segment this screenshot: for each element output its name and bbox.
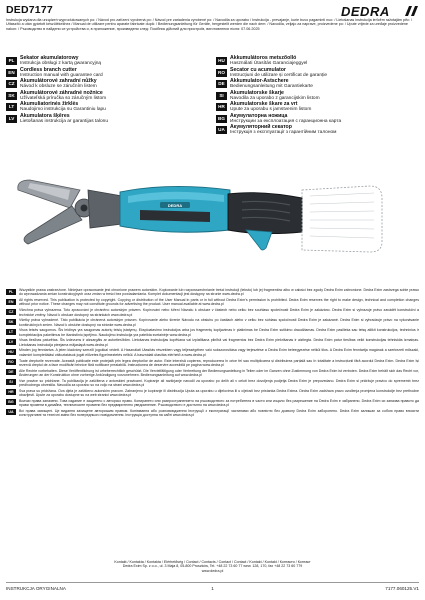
contact-info [6, 560, 419, 573]
paragraph-lv [6, 338, 419, 347]
paragraph-text: Sva prava su pridržana. Ova djela je zaštićeno autorskim pravom. Zabranjeno je kopiranje ili distribucija Uputa za uporabu u dijelovima ili u cijelosti bez pristanka Dedra Exima. Dedra Exim zadržava pravo uvođenja promjena konstrukcije bez prethodne obavijesti. Upute za uporabu dostupne su na web stranici www.dedra.pl [19, 388, 419, 398]
language-subtitle: Navodila za uporabo z garancijskim listom [230, 95, 320, 101]
language-title: Akumulátorové záhradné nožnice [20, 89, 103, 96]
language-column-right [216, 56, 421, 137]
language-title: Cordless branch cutter [20, 66, 77, 73]
paragraph-language-code: PL [6, 289, 16, 295]
document-footer [6, 560, 419, 591]
language-title: Акумуляторний секатор [230, 124, 292, 130]
language-entry-hr [216, 102, 421, 114]
language-code-badge: LT [6, 103, 17, 111]
svg-text:DEDRA: DEDRA [167, 203, 183, 208]
language-code-badge: HR [216, 103, 227, 111]
contact-line-1: Kontakt / Kontakta / Kontakta / Elérhetőség / Contact / Contacts / Contact / Contact / Kontakt / Kontakt / Контакти / Контакт [114, 560, 311, 564]
paragraph-text: All rights reserved. This publication is protected by copyright. Copying or distribution of the User Manual in parts or in full without Dedra Exim's permission is prohibited. Dedra Exim reserves the right to make design, technical and completion changes without prior notice. These changes may not constitute grounds for advertising the product. User manual available at www.dedra.pl [19, 298, 419, 307]
paragraph-text: Vse pravice so pridržane. Ta publikacija je zaščitena z avtorskimi pravicami. Kopiranje ali razširjanje navodil za uporabo po delih ali v celoti brez dovoljenja podjetja Dedra Exim je prepovedano. Dedra Exim si pridržuje pravico do sprememb brez predhodnega obvestila. Navodila za uporabo so na voljo na strani www.dedra.pl [19, 378, 419, 388]
language-subtitle: Інструкція з експлуатації з гарантійним талоном [230, 130, 337, 136]
language-subtitle: Lietošanas instrukcija ar garantijas talonu [20, 118, 108, 124]
battery-outline [302, 186, 382, 252]
paragraph-hr [6, 389, 419, 398]
language-subtitle: Инструкции за експлоатация с гаранционна карта [230, 118, 342, 124]
paragraph-language-code: RO [6, 359, 16, 365]
language-entry-de [216, 79, 421, 91]
original-manual-label: INSTRUKCJA ORYGINALNA [6, 586, 66, 591]
product-image-branch-cutter [10, 150, 415, 285]
paragraph-text: Toate drepturile rezervate. Această publicație este protejată prin legea drepturilor de autor. Este interzisă copierea, reproducerea în orice fel sau multiplicarea și distribuirea parțială sau în totalitate a instrucțiunii fără acordul Dedra Exim. Dedra Exim își rezervă dreptul de a face modificări tehnice fără notificare prealabilă. Instrucțiunea de deservire accesibilă pe pagina www.dedra.pl [19, 358, 419, 367]
paragraph-si [6, 379, 419, 388]
language-code-badge: CZ [6, 80, 17, 88]
language-subtitle: Upute za uporabu s jamstvenim listom [230, 107, 312, 113]
language-subtitle: Instruction manual with guarantee card [20, 72, 103, 78]
language-subtitle: Használati Útasítás Garanciajeggyel [230, 61, 308, 67]
language-code-badge: HU [216, 57, 227, 65]
paragraph-lt [6, 328, 419, 337]
paragraph-text: Všetky práva vyhradené. Táto publikácia je chránená autorským právom. Kopírovanie alebo šírenie Návodu na obsluhu po častiach alebo v celku bez súhlasu spoločnosti Dedra Exim je zakázané. Dedra Exim si vyhradzuje právo na vykonávanie konštrukčných zmien. Návod k obsluhe dostupný na stránke www.dedra.pl [19, 318, 419, 327]
language-title: Secator cu acumulator [230, 66, 286, 73]
paragraph-language-code: EN [6, 299, 16, 305]
footer-divider [6, 582, 419, 583]
motor-body [120, 186, 230, 232]
logo-slash-icon [403, 6, 419, 16]
language-subtitle: Naudojimo instrukcija su Garantiniu lapu [20, 107, 106, 113]
brand-name: DEDRA [341, 4, 390, 19]
paragraph-language-code: UA [6, 409, 16, 415]
language-title: Sekator akumulatorowy [20, 55, 79, 61]
paragraph-language-code: SK [6, 319, 16, 325]
language-code-badge: DE [216, 80, 227, 88]
paragraph-ro [6, 359, 419, 368]
language-column-left [6, 56, 211, 125]
language-code-badge: EN [6, 69, 17, 77]
paragraph-text: Wszystkie prawa zastrzeżone. Niniejsze opracowanie jest chronione prawem autorskim. Kopiowanie lub rozpowszechnianie treści instrukcji (tekstu) lub jej fragmentów albo w całości bez zgody Dedra Exim zabronione. Dedra Exim zastrzega sobie prawo do wprowadzania zmian konstrukcyjnych oraz zmian w treści bez powiadamiania. Komplet dokumentacji jest dostępny na stronie www.dedra.pl [19, 288, 419, 297]
paragraph-text: Visas tiesības paturētas. Šis izdevums ir aizsargāts ar autortiesībām. Lietošanas instrukcijas kopēšana vai izplatīšana pilnībā vai fragmentos bez Dedra Exim piekrišanas ir aizliegta. Dedra Exim patur tiesības veikt konstrukcijas tehniskās izmaiņas. Lietošanas instrukcija pieejama mājaslapā www.dedra.pl [19, 338, 419, 347]
paragraph-language-code: DE [6, 369, 16, 375]
paragraph-text: Alle Rechte vorbehalten. Diese Veröffentlichung ist urheberrechtlich geschützt. Die Vervielfältigung oder Verbreitung der Bedienungsanleitung in Teilen oder im Ganzen ohne Zustimmung von Dedra Exim ist verboten. Dedra Exim behält sich das Recht vor, Änderungen an der Konstruktion ohne vorherige Ankündigung vorzunehmen. Bedienungsanleitung auf www.dedra.pl [19, 368, 419, 377]
paragraph-ua [6, 409, 419, 418]
paragraph-language-code: SI [6, 379, 16, 385]
contact-website: www.dedra.pl [201, 568, 224, 573]
language-code-badge: SK [6, 92, 17, 100]
language-title: Akumulatorske škarje [230, 89, 284, 96]
language-title: Akumuliatorinės žirklės [20, 101, 79, 107]
language-title: Akumulátorové zahradní nůžky [20, 78, 97, 84]
paragraph-language-code: BG [6, 399, 16, 405]
language-code-badge: RO [216, 69, 227, 77]
language-entry-hu [216, 56, 421, 68]
intro-text: Instrukcja wydana dla urządzeń wyprodukowanych po: / Návod pro zařízení vyrobená po: / Návod pre zariadenia vyrobené po: / Navodila za uporabo / Instrukcija - prevajanje, kurie buvo pagaminti nuo: / Lietošanas instrukcija ierīcēm ražotajām pēc: / Uttaszító a után gyártott készülékekhez / Manual de utilizare pentru aparate fabricate după: / Bedienungsanleitung für Geräte, hergestellt werden die nach dem: / Navodila, veljajo za naprave, proizvedene po: / Upute vrijede za uređaje proizvedene nakon: / Ръководство в найдени се устройства и, в приложение, произведени след: Посібник дійсний для пристроїв, виготовлених після: 07.06.2025 [6, 18, 413, 31]
upper-blade [18, 180, 80, 208]
language-code-badge: SI [216, 92, 227, 100]
language-code-badge: UA [216, 126, 227, 134]
paragraph-pl [6, 288, 419, 297]
language-index [6, 56, 419, 150]
paragraph-language-code: HU [6, 349, 16, 355]
language-code-badge: LV [6, 115, 17, 123]
paragraph-bg [6, 399, 419, 408]
paragraph-text: Всички права запазени. Това издание е защитено с авторско право. Копирането или разпространението на ръководството за потребителя в части или изцяло без разрешение на Dedra Exim е забранено. Dedra Exim си запазва правото да прави промени в дизайна, техническите промени без предварително уведомление. Ръководството е достъпно на www.dedra.pl [19, 398, 419, 408]
paragraph-language-code: LV [6, 339, 16, 345]
language-title: Akumulatorske škare za vrt [230, 101, 298, 107]
paragraph-text: Všechna práva vyhrazena. Toto zpracování je chráněno autorským právem. Kopírování nebo šíření Návodu k obsluze v částech nebo celku bez souhlasu společnosti Dedra Exim je zakázáno. Dedra Exim si vyhrazuje právo zavádět konstrukční a technické změny. Návod k obsluze dostupný na stránkách www.dedra.pl [19, 308, 419, 317]
language-entry-lt [6, 102, 211, 114]
language-title: Akumulatora šķēres [20, 112, 70, 119]
language-title: Акумулаторна ножица [230, 112, 288, 119]
language-code-badge: PL [6, 57, 17, 65]
paragraph-sk [6, 318, 419, 327]
language-subtitle: Užívateľská príručka so záručným listom [20, 95, 107, 101]
document-header [6, 4, 419, 44]
page-number: 1 [211, 586, 214, 591]
paragraph-text: Minden jog fenntartva. A jelen kiadvány szerzői jogokkal védett. A Használati Utasítás részekben vagy teljességében való sokszorosítása vagy terjesztése a Dedra Exim beleegyezése nélkül tilos. A Dedra Exim fenntartja magának a szerkezeti műszaki, valamint komplettálási változtatások jogát előzetes figyelmeztetés nélkül. A használati útasítás elérhető a www.dedra.pl [19, 348, 419, 357]
language-entry-cz [6, 79, 211, 91]
lower-blade [24, 206, 82, 244]
paragraph-de [6, 369, 419, 378]
paragraph-hu [6, 348, 419, 357]
language-title: Akkumulator-Astschere [230, 78, 289, 84]
language-subtitle: Instrukcja obsługi z kartą gwarancyjną [20, 61, 102, 67]
paragraph-en [6, 298, 419, 307]
language-code-badge: BG [216, 115, 227, 123]
language-subtitle: Bedienungsanleitung mit Garantiekarte [230, 84, 313, 90]
blade-head [75, 190, 122, 228]
contact-line-2: Dedra Exim Sp. z o.o., ul. 3 Maja 8, 05-800 Pruszków, Tel. +48 22 73 60 77 wew. 128, 170, fax +48 22 73 60 779 [122, 564, 303, 569]
paragraph-cz [6, 308, 419, 317]
paragraph-language-code: CZ [6, 309, 16, 315]
language-subtitle: Návod k obsluze se záručním listem [20, 84, 97, 90]
language-entry-pl [6, 56, 211, 68]
brand-logo [341, 4, 419, 18]
paragraph-language-code: LT [6, 329, 16, 335]
paragraph-text: Visos teisės saugomos. Šis leidinys yra saugomas autorių teisių įstatymų. Eksploatavimo instrukcijos arba jos fragmentų kopijavimas ir platinimas be Dedra Exim sutikimo draudžiamas. Dedra Exim pasilieka sau teisę atlikti konstrukcijos, techninius ir komplektacijos pakeitimus be išankstinio įspėjimo. Naudojimo instrukcija yra pateikta svetainėje www.dedra.pl [19, 328, 419, 337]
language-subtitle: Instrucțiuni de utilizare și certificat de garanție [230, 72, 328, 78]
paragraph-language-code: HR [6, 389, 16, 395]
language-entry-ua [216, 125, 421, 137]
document-id: 7177.060125.V1 [385, 586, 419, 591]
language-entry-lv [6, 114, 211, 126]
language-title: Akkumulátoros metszőolló [230, 55, 297, 61]
handle-grip [228, 193, 302, 250]
copyright-paragraphs [6, 288, 419, 419]
paragraph-text: Всі права захищені. Це видання захищене авторським правом. Копіювання або розповсюдження Інструкції з експлуатації частинами або повністю без дозволу Dedra Exim заборонено. Dedra Exim залишає за собою право вносити конструктивні та технічні зміни без попереднього повідомлення. Інструкція доступна на сайті www.dedra.pl [19, 408, 419, 418]
model-number: DED7177 [6, 4, 53, 16]
